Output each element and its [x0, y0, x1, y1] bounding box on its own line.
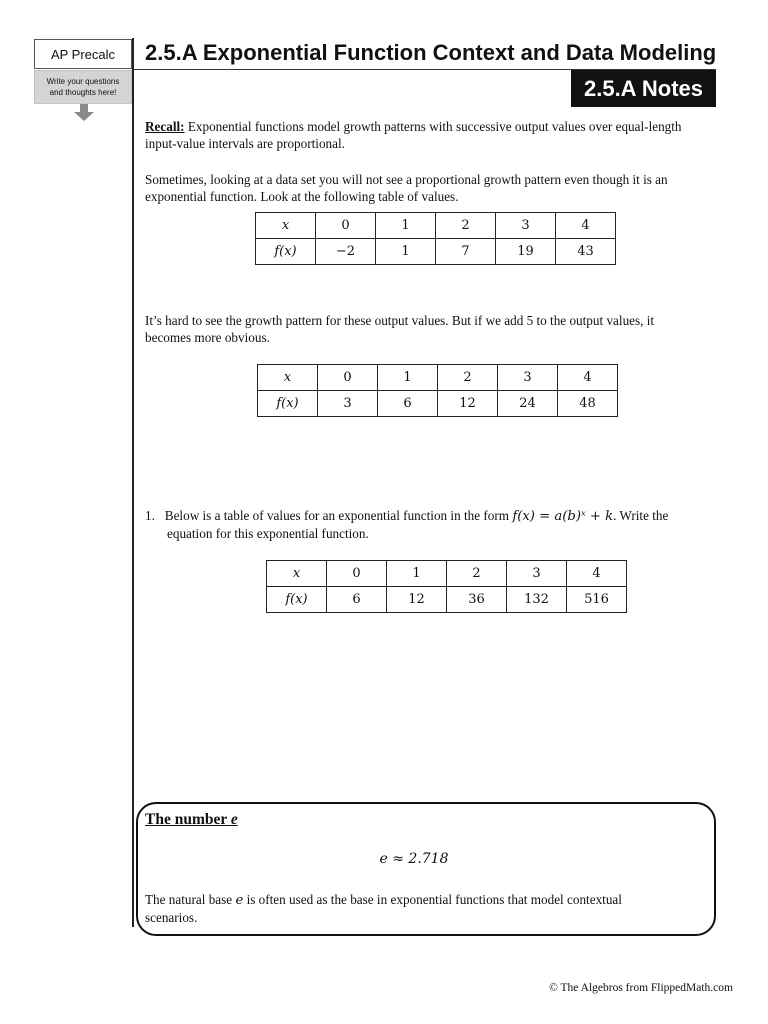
table-cell: 12	[387, 587, 447, 613]
table-cell: 1	[376, 239, 436, 265]
table-header-x: x	[258, 365, 318, 391]
e-description: The natural base e is often used as the base in exponential functions that model contextual scenarios.	[145, 892, 622, 925]
hint-paragraph	[145, 312, 654, 346]
table-cell: 4	[567, 561, 627, 587]
intro-paragraph	[145, 171, 668, 205]
table-cell: 3	[498, 365, 558, 391]
table-row	[258, 365, 618, 391]
table-header-fx: f(x)	[256, 239, 316, 265]
table-cell: 2	[436, 213, 496, 239]
hint-line1: It’s hard to see the growth pattern for these output values. But if we add 5 to the output values, it	[145, 313, 655, 328]
table-cell: 24	[498, 391, 558, 417]
table-cell: 7	[436, 239, 496, 265]
table-cell: 0	[318, 365, 378, 391]
table-cell: −2	[316, 239, 376, 265]
table-cell: 12	[438, 391, 498, 417]
hint-line2: becomes more obvious.	[145, 330, 270, 345]
down-arrow-icon	[73, 104, 95, 122]
e-description-line2: scenarios.	[145, 910, 198, 925]
table-cell: 132	[507, 587, 567, 613]
notes-badge: 2.5.A Notes	[571, 70, 716, 107]
table-cell: 1	[378, 365, 438, 391]
table-cell: 0	[327, 561, 387, 587]
recall-label: Recall:	[145, 119, 185, 134]
copyright-footer: © The Algebros from FlippedMath.com	[549, 982, 733, 994]
table-cell: 6	[327, 587, 387, 613]
table-cell: 0	[316, 213, 376, 239]
table-values-2	[257, 364, 618, 417]
table-cell: 3	[318, 391, 378, 417]
table-cell: 4	[558, 365, 618, 391]
table-cell: 3	[507, 561, 567, 587]
page-title: 2.5.A Exponential Function Context and Data Modeling	[145, 40, 717, 65]
table-row	[256, 213, 616, 239]
table-cell: 516	[567, 587, 627, 613]
table-row	[267, 561, 627, 587]
problem-text: Below is a table of values for an exponential function in the form	[164, 508, 513, 523]
notes-prompt-line2: and thoughts here!	[49, 88, 117, 97]
table-cell: 2	[447, 561, 507, 587]
course-label: AP Precalc	[34, 39, 132, 69]
problem-formula: f(x) = a(b)ˣ + k	[512, 509, 614, 524]
table-cell: 1	[376, 213, 436, 239]
notes-prompt-line1: Write your questions	[46, 77, 120, 86]
table-row	[267, 587, 627, 613]
recall-paragraph	[145, 118, 682, 152]
table-row	[258, 391, 618, 417]
table-values-1	[255, 212, 616, 265]
recall-text-line2: input-value intervals are proportional.	[145, 136, 345, 151]
table-cell: 36	[447, 587, 507, 613]
table-header-x: x	[267, 561, 327, 587]
recall-text-line1: Exponential functions model growth patterns with successive output values over equal-length	[184, 119, 682, 134]
table-values-3	[266, 560, 627, 613]
table-cell: 6	[378, 391, 438, 417]
problem-number: 1.	[145, 508, 155, 523]
table-header-fx: f(x)	[267, 587, 327, 613]
table-cell: 2	[438, 365, 498, 391]
table-cell: 19	[496, 239, 556, 265]
table-header-fx: f(x)	[258, 391, 318, 417]
margin-divider	[132, 38, 134, 927]
e-approximation: e ≈ 2.718	[379, 851, 449, 867]
intro-line2: exponential function. Look at the following table of values.	[145, 189, 459, 204]
table-cell: 1	[387, 561, 447, 587]
table-row	[256, 239, 616, 265]
table-header-x: x	[256, 213, 316, 239]
table-cell: 48	[558, 391, 618, 417]
intro-line1: Sometimes, looking at a data set you will not see a proportional growth pattern even though it is an	[145, 172, 668, 187]
table-cell: 3	[496, 213, 556, 239]
problem-text-line2: equation for this exponential function.	[167, 526, 369, 541]
number-e-heading: The number e	[145, 811, 238, 828]
table-cell: 4	[556, 213, 616, 239]
problem-1	[145, 507, 668, 542]
problem-text-end: . Write the	[613, 508, 669, 523]
e-symbol: e	[235, 893, 244, 908]
table-cell: 43	[556, 239, 616, 265]
notes-prompt	[34, 70, 132, 104]
